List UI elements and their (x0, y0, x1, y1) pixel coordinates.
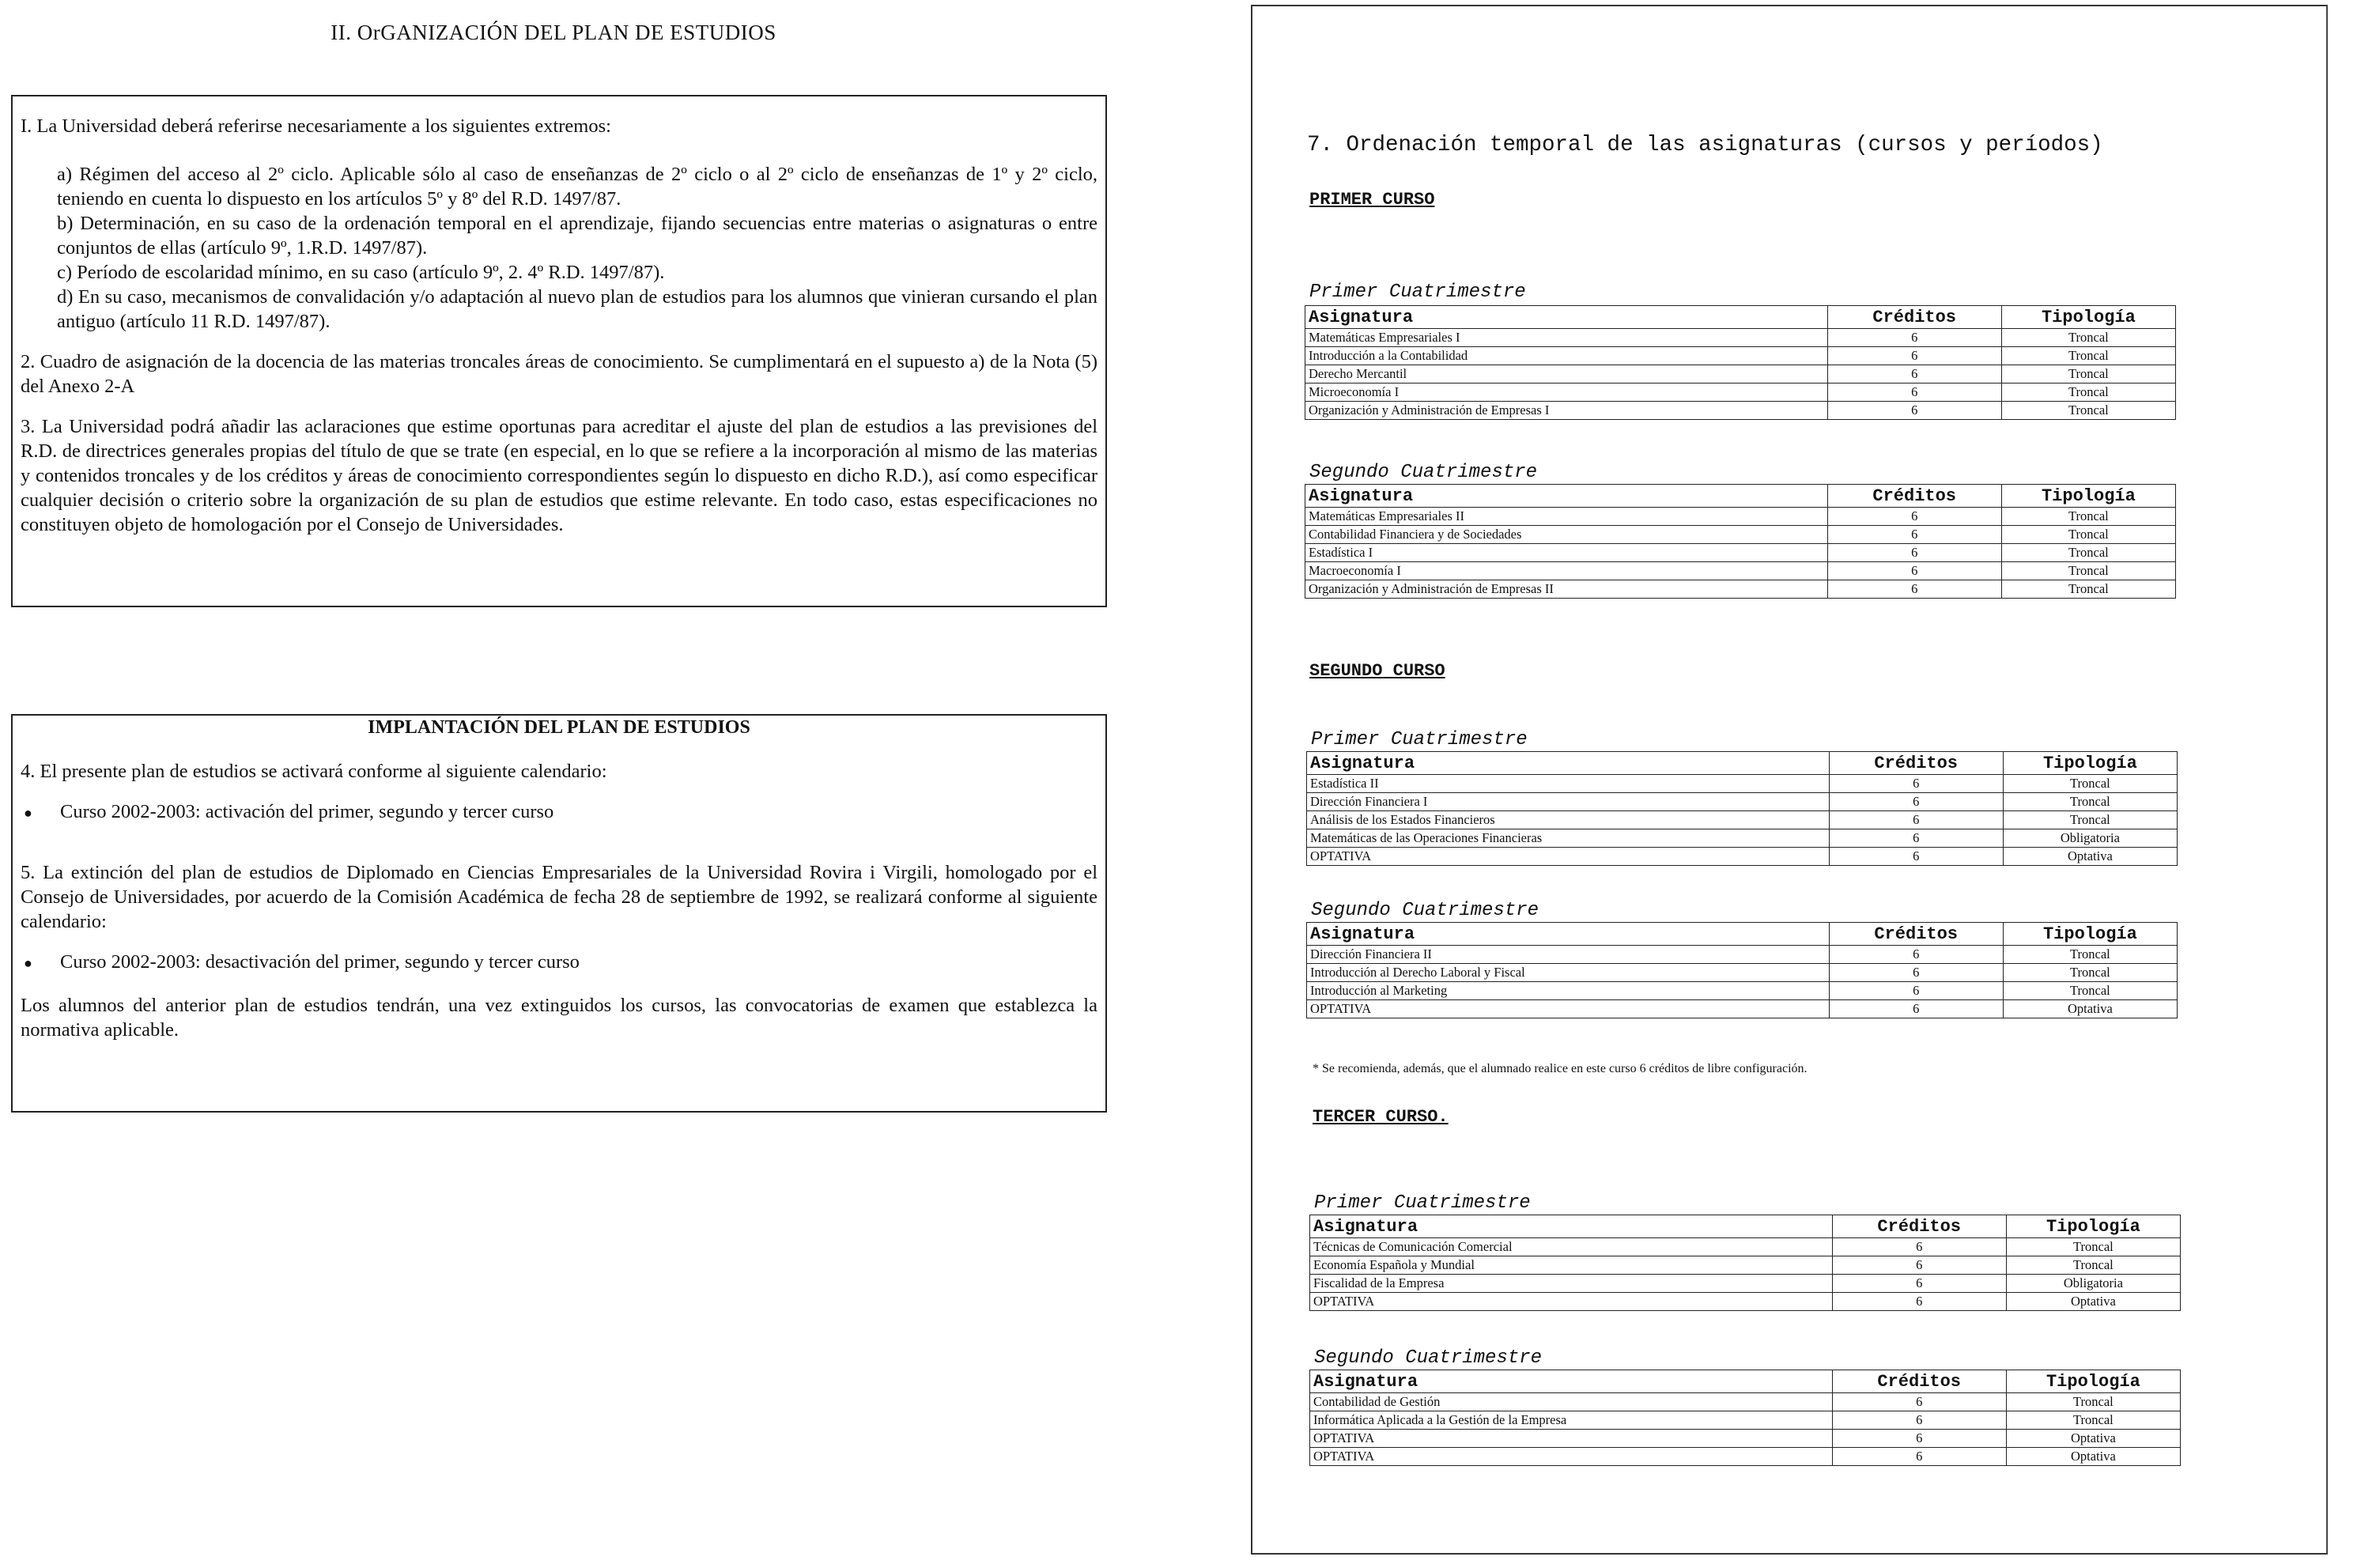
credits-cell: 6 (1829, 982, 2003, 1000)
credits-cell: 6 (1829, 946, 2003, 964)
table-row (1307, 775, 2178, 793)
table-header-row (1310, 1215, 2181, 1238)
header-subject: Asignatura (1305, 485, 1828, 508)
type-cell: Troncal (2001, 365, 2175, 383)
type-cell: Troncal (2001, 526, 2175, 544)
table-row (1310, 1275, 2181, 1293)
credits-cell: 6 (1829, 964, 2003, 982)
type-cell: Troncal (2006, 1411, 2180, 1430)
table-row (1307, 982, 2178, 1000)
type-cell: Troncal (2003, 793, 2177, 811)
semester-label: Segundo Cuatrimestre (1314, 1347, 1543, 1369)
type-cell: Obligatoria (2006, 1275, 2180, 1293)
credits-cell: 6 (1829, 793, 2003, 811)
credits-cell: 6 (1827, 365, 2001, 383)
subjects-table (1306, 751, 2178, 866)
header-type: Tipología (2006, 1215, 2180, 1238)
semester-label: Segundo Cuatrimestre (1309, 462, 1538, 483)
recommendation-note: * Se recomienda, además, que el alumnado realice en este curso 6 créditos de libre configuración. (1313, 1062, 1808, 1075)
paragraph-6: Los alumnos del anterior plan de estudios tendrán, una vez extinguidos los cursos, las convocatorias de examen que establezca la normativa aplicable. (21, 995, 1097, 1041)
type-cell: Troncal (2001, 402, 2175, 420)
table-row (1307, 946, 2178, 964)
type-cell: Optativa (2003, 1000, 2177, 1018)
bullet-activation: ● Curso 2002-2003: activación del primer, segundo y tercer curso (21, 799, 1097, 826)
bullet-deactivation: ● Curso 2002-2003: desactivación del primer, segundo y tercer curso (21, 950, 1097, 976)
subject-cell: Introducción al Derecho Laboral y Fiscal (1307, 964, 1830, 982)
credits-cell: 6 (1832, 1393, 2006, 1411)
table-header-row (1307, 923, 2178, 946)
header-subject: Asignatura (1305, 306, 1828, 329)
table-row (1310, 1411, 2181, 1430)
type-cell: Obligatoria (2003, 829, 2177, 848)
type-cell: Troncal (2003, 946, 2177, 964)
type-cell: Troncal (2006, 1393, 2180, 1411)
item-b: b) Determinación, en su caso de la ordenación temporal en el aprendizaje, fijando secuencias entre materias o asignaturas o entre conjuntos de ellas (artículo 9º, 1.R.D. 1497/87). (57, 213, 1097, 259)
table-row (1305, 508, 2176, 526)
table-row (1305, 329, 2176, 347)
semester-label: Primer Cuatrimestre (1311, 729, 1528, 750)
credits-cell: 6 (1827, 347, 2001, 365)
table-row (1307, 829, 2178, 848)
paragraph-3: 3. La Universidad podrá añadir las aclaraciones que estime oportunas para acreditar el ajuste del plan de estudios a las previsiones del R.D. de directrices generales propias del título de que se trate (en especial, en lo que se refiere a la incorporación al mismo de las materias y contenidos troncales y de los créditos y áreas de conocimiento correspondientes según lo dispuesto en dicho R.D.), así como especificar cualquier decisión o criterio sobre la organización de su plan de estudios que estime relevante. En todo caso, estas especificaciones no constituyen objeto de homologación por el Consejo de Universidades. (21, 416, 1097, 535)
table-row (1310, 1256, 2181, 1275)
table-row (1307, 811, 2178, 829)
table-row (1305, 402, 2176, 420)
bullet-icon: ● (24, 955, 32, 971)
header-credits: Créditos (1827, 485, 2001, 508)
type-cell: Troncal (2006, 1238, 2180, 1256)
subjects-table (1309, 1215, 2181, 1311)
header-credits: Créditos (1832, 1215, 2006, 1238)
subject-cell: Introducción al Marketing (1307, 982, 1830, 1000)
credits-cell: 6 (1827, 508, 2001, 526)
subject-cell: Organización y Administración de Empresas I (1305, 402, 1828, 420)
header-type: Tipología (2001, 306, 2175, 329)
table-row (1310, 1448, 2181, 1466)
course-title: SEGUNDO CURSO (1309, 661, 1445, 681)
subject-cell: Economía Española y Mundial (1310, 1256, 1833, 1275)
subject-cell: Contabilidad de Gestión (1310, 1393, 1833, 1411)
credits-cell: 6 (1827, 562, 2001, 580)
table-header-row (1307, 752, 2178, 775)
subjects-table (1306, 922, 2178, 1018)
intro-paragraph: I. La Universidad deberá referirse necesariamente a los siguientes extremos: (21, 115, 611, 137)
table-row (1307, 848, 2178, 866)
subject-cell: Matemáticas de las Operaciones Financieras (1307, 829, 1830, 848)
header-credits: Créditos (1829, 752, 2003, 775)
header-credits: Créditos (1829, 923, 2003, 946)
credits-cell: 6 (1827, 329, 2001, 347)
type-cell: Troncal (2001, 580, 2175, 599)
subject-cell: Matemáticas Empresariales I (1305, 329, 1828, 347)
header-subject: Asignatura (1307, 752, 1830, 775)
credits-cell: 6 (1827, 383, 2001, 402)
header-subject: Asignatura (1310, 1370, 1833, 1393)
header-type: Tipología (2006, 1370, 2180, 1393)
credits-cell: 6 (1832, 1256, 2006, 1275)
course-title: TERCER CURSO. (1313, 1107, 1449, 1127)
table-header-row (1305, 306, 2176, 329)
table-row (1307, 793, 2178, 811)
type-cell: Optativa (2006, 1293, 2180, 1311)
subject-cell: Fiscalidad de la Empresa (1310, 1275, 1833, 1293)
subject-cell: Contabilidad Financiera y de Sociedades (1305, 526, 1828, 544)
type-cell: Troncal (2003, 811, 2177, 829)
subject-cell: Microeconomía I (1305, 383, 1828, 402)
type-cell: Optativa (2003, 848, 2177, 866)
type-cell: Troncal (2001, 544, 2175, 562)
table-row (1305, 544, 2176, 562)
subject-cell: OPTATIVA (1310, 1293, 1833, 1311)
subjects-table (1305, 305, 2176, 420)
subject-cell: Derecho Mercantil (1305, 365, 1828, 383)
subject-cell: OPTATIVA (1307, 848, 1830, 866)
semester-label: Primer Cuatrimestre (1309, 281, 1526, 303)
section-title: 7. Ordenación temporal de las asignaturas (cursos y períodos) (1307, 133, 2103, 157)
credits-cell: 6 (1832, 1448, 2006, 1466)
header-credits: Créditos (1832, 1370, 2006, 1393)
type-cell: Troncal (2001, 329, 2175, 347)
item-a: a) Régimen del acceso al 2º ciclo. Aplicable sólo al caso de enseñanzas de 2º ciclo o al 2º ciclo de enseñanzas de 1º y 2º ciclo, teniendo en cuenta lo dispuesto en los artículos 5º y 8º del R.D. 1497/87. (57, 164, 1097, 210)
subject-cell: Informática Aplicada a la Gestión de la Empresa (1310, 1411, 1833, 1430)
table-row (1305, 580, 2176, 599)
instructions-box (11, 95, 1107, 607)
type-cell: Troncal (2001, 347, 2175, 365)
subject-cell: Organización y Administración de Empresas II (1305, 580, 1828, 599)
type-cell: Troncal (2003, 775, 2177, 793)
subject-cell: Matemáticas Empresariales II (1305, 508, 1828, 526)
credits-cell: 6 (1827, 402, 2001, 420)
header-subject: Asignatura (1310, 1215, 1833, 1238)
credits-cell: 6 (1832, 1275, 2006, 1293)
subject-cell: Estadística I (1305, 544, 1828, 562)
paragraph-5: 5. La extinción del plan de estudios de Diplomado en Ciencias Empresariales de la Universidad Rovira i Virgili, homologado por el Consejo de Universidades, por acuerdo de la Comisión Académica de fecha 28 de septiembre de 1992, se realizará conforme al siguiente calendario: (21, 862, 1097, 932)
subject-cell: Técnicas de Comunicación Comercial (1310, 1238, 1833, 1256)
subject-cell: OPTATIVA (1307, 1000, 1830, 1018)
credits-cell: 6 (1832, 1411, 2006, 1430)
type-cell: Troncal (2001, 383, 2175, 402)
header-type: Tipología (2003, 923, 2177, 946)
credits-cell: 6 (1829, 848, 2003, 866)
subject-cell: Estadística II (1307, 775, 1830, 793)
subject-cell: Introducción a la Contabilidad (1305, 347, 1828, 365)
type-cell: Troncal (2006, 1256, 2180, 1275)
type-cell: Optativa (2006, 1448, 2180, 1466)
table-row (1305, 562, 2176, 580)
header-credits: Créditos (1827, 306, 2001, 329)
table-row (1307, 964, 2178, 982)
type-cell: Troncal (2001, 562, 2175, 580)
semester-label: Primer Cuatrimestre (1314, 1192, 1531, 1214)
bullet-icon: ● (24, 805, 32, 821)
subject-cell: OPTATIVA (1310, 1448, 1833, 1466)
credits-cell: 6 (1829, 829, 2003, 848)
credits-cell: 6 (1827, 580, 2001, 599)
table-row (1305, 526, 2176, 544)
right-page-edge (2326, 5, 2328, 1555)
type-cell: Optativa (2006, 1430, 2180, 1448)
header-subject: Asignatura (1307, 923, 1830, 946)
type-cell: Troncal (2003, 964, 2177, 982)
item-d: d) En su caso, mecanismos de convalidación y/o adaptación al nuevo plan de estudios para los alumnos que vinieran cursando el plan antiguo (artículo 11 R.D. 1497/87). (57, 286, 1097, 332)
subject-cell: Dirección Financiera I (1307, 793, 1830, 811)
course-title: PRIMER CURSO (1309, 190, 1435, 210)
header-type: Tipología (2001, 485, 2175, 508)
subjects-table (1309, 1370, 2181, 1466)
table-row (1307, 1000, 2178, 1018)
table-row (1310, 1393, 2181, 1411)
subject-cell: OPTATIVA (1310, 1430, 1833, 1448)
semester-label: Segundo Cuatrimestre (1311, 900, 1539, 921)
implementation-header: IMPLANTACIÓN DEL PLAN DE ESTUDIOS (368, 717, 750, 738)
page-title: II. OrGANIZACIÓN DEL PLAN DE ESTUDIOS (331, 21, 776, 44)
table-header-row (1310, 1370, 2181, 1393)
implementation-box (11, 714, 1107, 1113)
table-header-row (1305, 485, 2176, 508)
subject-cell: Macroeconomía I (1305, 562, 1828, 580)
credits-cell: 6 (1827, 544, 2001, 562)
table-row (1310, 1430, 2181, 1448)
subjects-table (1305, 484, 2176, 599)
table-row (1310, 1238, 2181, 1256)
table-row (1305, 365, 2176, 383)
type-cell: Troncal (2003, 982, 2177, 1000)
subject-cell: Dirección Financiera II (1307, 946, 1830, 964)
header-type: Tipología (2003, 752, 2177, 775)
credits-cell: 6 (1827, 526, 2001, 544)
credits-cell: 6 (1832, 1293, 2006, 1311)
paragraph-2: 2. Cuadro de asignación de la docencia de las materias troncales áreas de conocimiento. Se cumplimentará en el supuesto a) de la Nota (5) del Anexo 2-A (21, 351, 1097, 397)
table-row (1305, 383, 2176, 402)
credits-cell: 6 (1832, 1430, 2006, 1448)
type-cell: Troncal (2001, 508, 2175, 526)
paragraph-4: 4. El presente plan de estudios se activará conforme al siguiente calendario: (21, 761, 607, 782)
credits-cell: 6 (1829, 811, 2003, 829)
credits-cell: 6 (1829, 775, 2003, 793)
item-c: c) Período de escolaridad mínimo, en su caso (artículo 9º, 2. 4º R.D. 1497/87). (57, 262, 665, 283)
table-row (1305, 347, 2176, 365)
credits-cell: 6 (1832, 1238, 2006, 1256)
table-row (1310, 1293, 2181, 1311)
subject-cell: Análisis de los Estados Financieros (1307, 811, 1830, 829)
credits-cell: 6 (1829, 1000, 2003, 1018)
